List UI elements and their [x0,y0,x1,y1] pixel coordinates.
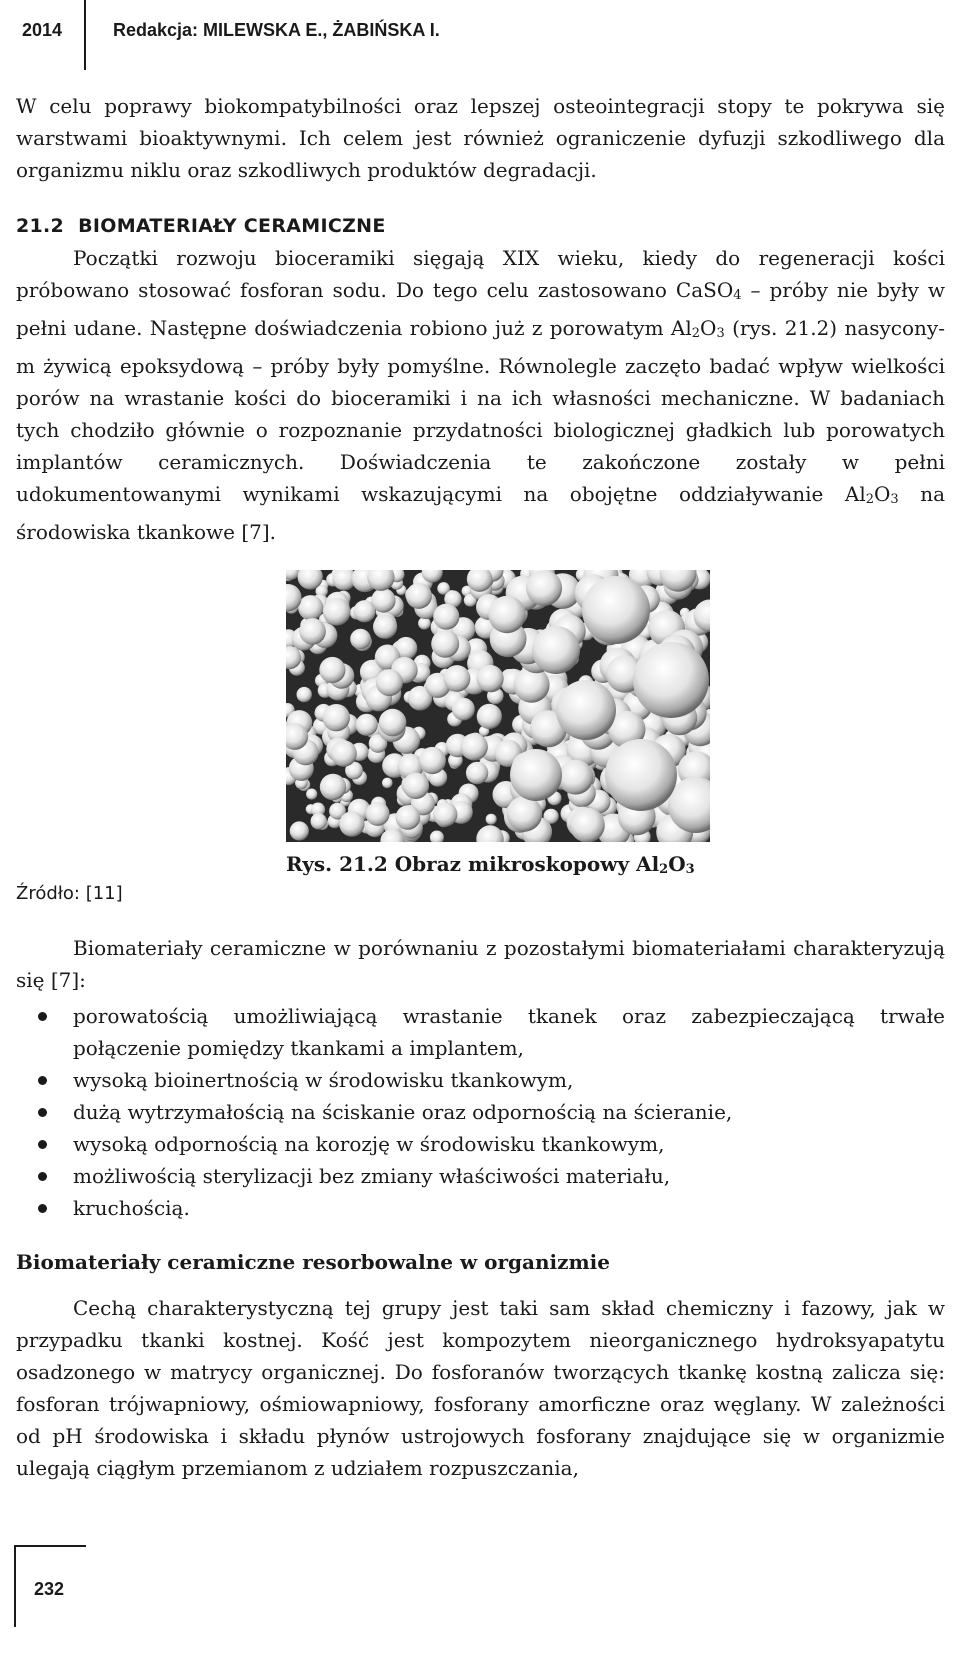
sphere-particle [556,680,616,740]
sphere-particle [433,802,457,826]
sphere-particle [444,665,471,692]
sphere-particle [477,665,504,692]
sphere-particle [373,615,397,639]
section-title: BIOMATERIAŁY CERAMICZNE [78,215,386,237]
figure-source: Źródło: [11] [16,883,123,904]
sphere-particle [507,796,543,832]
sphere-particle [406,583,432,609]
list-item [16,1128,945,1160]
figure-caption [286,852,695,877]
list-item [16,1192,945,1224]
text-run: na środowiska tkankowe [7]. [16,482,946,544]
sphere-particle [299,618,326,645]
sphere-particle [461,733,488,760]
list-item [16,1160,945,1192]
list-item [16,1096,945,1128]
caption-text: O [668,852,686,876]
sphere-particle [452,698,475,721]
sphere-particle [323,704,350,731]
page-number: 232 [34,1579,65,1599]
caption-text: Rys. 21.2 Obraz mikroskopowy Al [286,852,660,876]
subscript: 3 [890,492,899,507]
micrograph-image [286,570,710,842]
properties-list [16,1000,945,1224]
sphere-particle [526,570,562,606]
sphere-particle [297,687,312,702]
text-run: O [874,482,891,506]
sphere-particle [633,642,709,718]
subsection-heading: Biomateriały ceramiczne resorbowalne w organizmie [16,1250,610,1274]
section-heading [16,215,386,237]
sphere-particle [419,747,446,774]
sphere-particle [379,709,407,737]
sphere-particle [376,669,403,696]
list-item-text: wysoką bioinertnością w środowisku tkankowym, [73,1068,574,1092]
text-run: O [700,316,717,340]
sphere-particle [371,588,395,612]
sphere-particle [486,814,497,825]
sphere-particle [510,749,562,801]
list-item-text: wysoką odpornością na korozję w środowisku tkankowym, [73,1132,665,1156]
sphere-particle [331,740,357,766]
sphere-particle [570,808,605,842]
subscript: 3 [685,862,695,877]
sphere-particle [290,821,309,840]
sphere-particle [356,714,378,736]
sphere-particle [350,629,371,650]
text-run: (rys. 21.2) nasyconym żywicą epoksydową – próby były pomyślne. Równolegle zaczęto badać wpływ wielkości porów na wrastanie kości do bioceramiki i na ich własności mechaniczne. W badaniach tych chodziło głównie o rozpoznanie przydatności biologicznej gładkich lub porowatych implantów ceramicznych. Doświadczenia te zakończone zostały w pełni udokumentowanymi wynikami wskazującymi na obojętne oddziaływanie Al [16,316,945,506]
bullet-icon [38,1172,47,1181]
sphere-particle [320,774,346,800]
sphere-particle [431,630,459,658]
sphere-particle [582,576,650,644]
sphere-particle [311,813,327,829]
header-editors: Redakcja: MILEWSKA E., ŻABIŃSKA I. [113,20,440,40]
resorbable-paragraph: Cechą charakterystyczną tej grupy jest taki sam skład chemiczny i fazowy, jak w przypadku tkanki kostnej. Kość jest kompozytem nieorganicznego hydroksyapatytu osadzonego w matrycy organicznej. Do fosforanów tworzących tkankę kostną zalicza się: fosforan trójwapniowy, ośmiowapniowy, fosforany amorficzne oraz węglany. W zależności od pH środowiska i składu płynów ustrojowych fosforany znajdujące się w organizmie ulegają ciągłym przemianom z udziałem rozpuszczania, [16,1296,945,1480]
sphere-particle [532,626,580,674]
sphere-particle [306,789,317,800]
list-item-text: możliwością sterylizacji bez zmiany właściwości materiału, [73,1164,671,1188]
subscript: 4 [733,288,742,303]
sphere-particle [558,760,593,795]
sphere-particle [339,811,364,836]
intro-paragraph: W celu poprawy biokompatybilności oraz lepszej osteointegracji stopy te pokrywa się warstwami bioaktywnymi. Ich celem jest również ograniczenie dyfuzji szkodliwego dla organizmu niklu oraz szkodliwych produktów degradacji. [16,94,945,182]
header-year: 2014 [22,20,63,40]
page-number-box [14,1545,86,1627]
subscript: 2 [865,492,875,507]
list-item-text: dużą wytrzymałością na ściskanie oraz odpornością na ścieranie, [73,1100,733,1124]
running-header [0,0,960,70]
sphere-particle [477,704,502,729]
sphere-particle [466,762,488,784]
section-number: 21.2 [16,215,65,237]
subscript: 3 [716,326,725,341]
text-run: – próby nie były w pełni udane. Następne doświadczenia robiono już z porowatym Al [16,278,945,340]
sphere-particle [319,657,345,683]
sphere-particle [403,773,429,799]
list-item-text: kruchością. [73,1196,190,1220]
sphere-particle [488,596,525,633]
text-run: Początki rozwoju bioceramiki sięgają XIX wieku, kiedy do regeneracji kości próbowano stosować fosforan sodu. Do tego celu zastosowano CaSO [16,246,945,302]
sphere-particle [298,595,323,620]
header-divider [84,0,86,70]
sphere-particle [323,598,351,626]
bullet-icon [38,1140,47,1149]
bullet-icon [38,1204,47,1213]
sphere-particle [605,739,677,811]
bullet-icon [38,1012,47,1021]
subscript: 2 [659,862,669,877]
bullet-icon [38,1108,47,1117]
list-item [16,1000,945,1064]
section-paragraph [16,242,945,548]
list-item [16,1064,945,1096]
bullet-icon [38,1076,47,1085]
list-item-text: porowatością umożliwiającą wrastanie tkanek oraz zabezpieczającą trwałe połączenie pomiędzy tkankami a implantem, [73,1004,945,1060]
sphere-particle [382,778,393,789]
sphere-particle [396,805,421,830]
sphere-particle [366,802,390,826]
sphere-particle [433,604,459,630]
subscript: 2 [691,326,701,341]
properties-intro: Biomateriały ceramiczne w porównaniu z pozostałymi biomateriałami charakteryzują się [7]: [16,936,945,992]
